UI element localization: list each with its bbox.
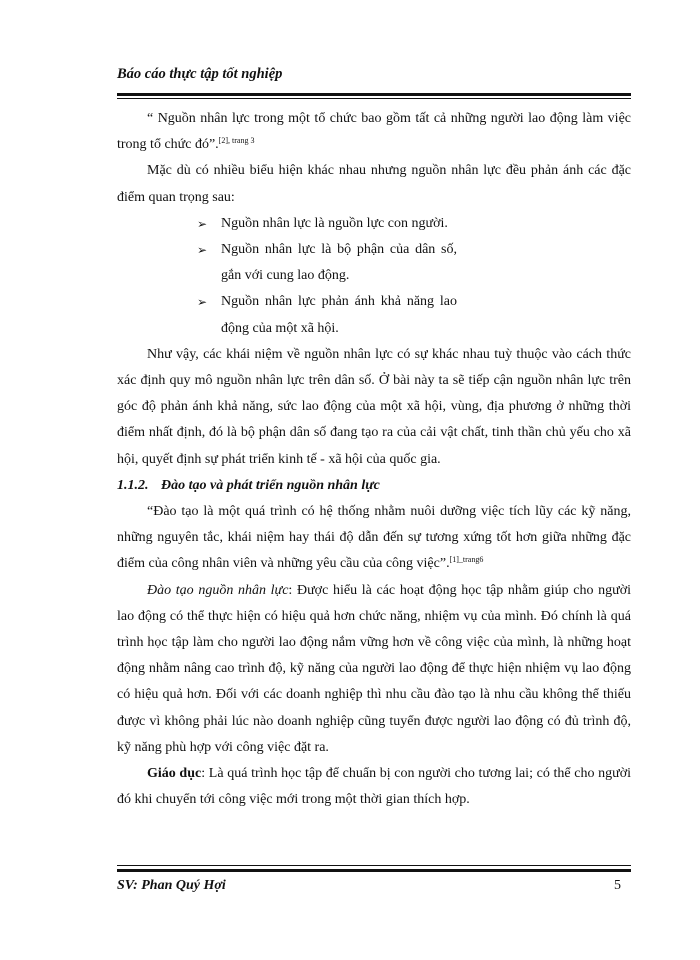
page-number: 5 <box>614 878 621 893</box>
bullet-list <box>117 211 457 342</box>
list-item <box>197 289 457 341</box>
quote-text: “Đào tạo là một quá trình có hệ thống nhằm nuôi dưỡng việc tích lũy các kỹ năng, những nguyên tắc, khái niệm hay thái độ dẫn đến sự tương xứng tốt hơn giữa những đặc điểm của công nhân viên và những yêu cầu của công việc”. <box>117 504 631 572</box>
quote-paragraph-2 <box>117 499 631 578</box>
citation-ref: [2], trang 3 <box>218 136 255 146</box>
footer-rule-thick <box>117 869 631 872</box>
bullet-text: Nguồn nhân lực là nguồn lực con người. <box>221 215 448 231</box>
footer-student-name: SV: Phan Quý Hợi <box>117 878 226 893</box>
arrow-bullet-icon: ➢ <box>197 243 208 258</box>
list-item <box>197 237 457 289</box>
section-title: Đào tạo và phát triển nguồn nhân lực <box>161 477 380 493</box>
body-text <box>117 106 631 813</box>
footer-rule-thin <box>117 865 631 866</box>
paragraph-2: Như vậy, các khái niệm về nguồn nhân lực có sự khác nhau tuỳ thuộc vào cách thức xác định quy mô nguồn nhân lực trên dân số. Ở bài này ta sẽ tiếp cận nguồn nhân lực trên góc độ phản ánh khả năng, sức lao động của một xã hội, vùng, địa phương ở những thời điểm nhất định, đó là bộ phận dân số đang tạo ra của cải vật chất, tinh thần chủ yếu cho xã hội, quyết định sự phát triển kinh tế - xã hội của quốc gia. <box>117 346 631 467</box>
header-rule-thin <box>117 98 631 99</box>
arrow-bullet-icon: ➢ <box>197 216 208 231</box>
header-title: Báo cáo thực tập tốt nghiệp <box>117 66 283 82</box>
paragraph-1: Mặc dù có nhiều biểu hiện khác nhau nhưng nguồn nhân lực đều phản ánh các đặc điểm quan trọng sau: <box>117 163 631 205</box>
section-heading <box>117 473 631 499</box>
definition-education <box>117 761 631 813</box>
bullet-text: Nguồn nhân lực phản ánh khả năng lao động của một xã hội. <box>221 294 457 336</box>
arrow-bullet-icon: ➢ <box>197 295 208 310</box>
list-item <box>197 211 457 237</box>
definition-text: : Là quá trình học tập để chuẩn bị con người cho tương lai; có thể cho người đó khi chuyển tới công việc mới trong một thời gian thích hợp. <box>117 766 631 808</box>
citation-ref: [1]_trang6 <box>449 555 484 565</box>
header-rule-thick <box>117 93 631 96</box>
definition-term: Giáo dục <box>147 766 202 782</box>
bullet-text: Nguồn nhân lực là bộ phận của dân số, gắn với cung lao động. <box>221 242 457 284</box>
quote-paragraph-1 <box>117 106 631 158</box>
definition-training <box>117 578 631 761</box>
quote-text: “ Nguồn nhân lực trong một tổ chức bao gồm tất cả những người lao động làm việc trong tổ chức đó”. <box>117 111 631 153</box>
definition-term: Đào tạo nguồn nhân lực <box>147 582 289 598</box>
definition-text: : Được hiểu là các hoạt động học tập nhằm giúp cho người lao động có thể thực hiện có hiệu quả hơn chức năng, nhiệm vụ của mình. Đó chính là quá trình học tập làm cho người lao động nắm vững hơn về công việc của mình, là những hoạt động nhằm nâng cao trình độ, kỹ năng của người lao động để thực hiện nhiệm vụ lao động có hiệu quả hơn. Đối với các doanh nghiệp thì nhu cầu đào tạo là nhu cầu không thể thiếu được vì không phải lúc nào doanh nghiệp cũng tuyển được người lao động có đủ trình độ, kỹ năng phù hợp với công việc đặt ra. <box>117 582 631 755</box>
section-number: 1.1.2. <box>117 477 149 493</box>
